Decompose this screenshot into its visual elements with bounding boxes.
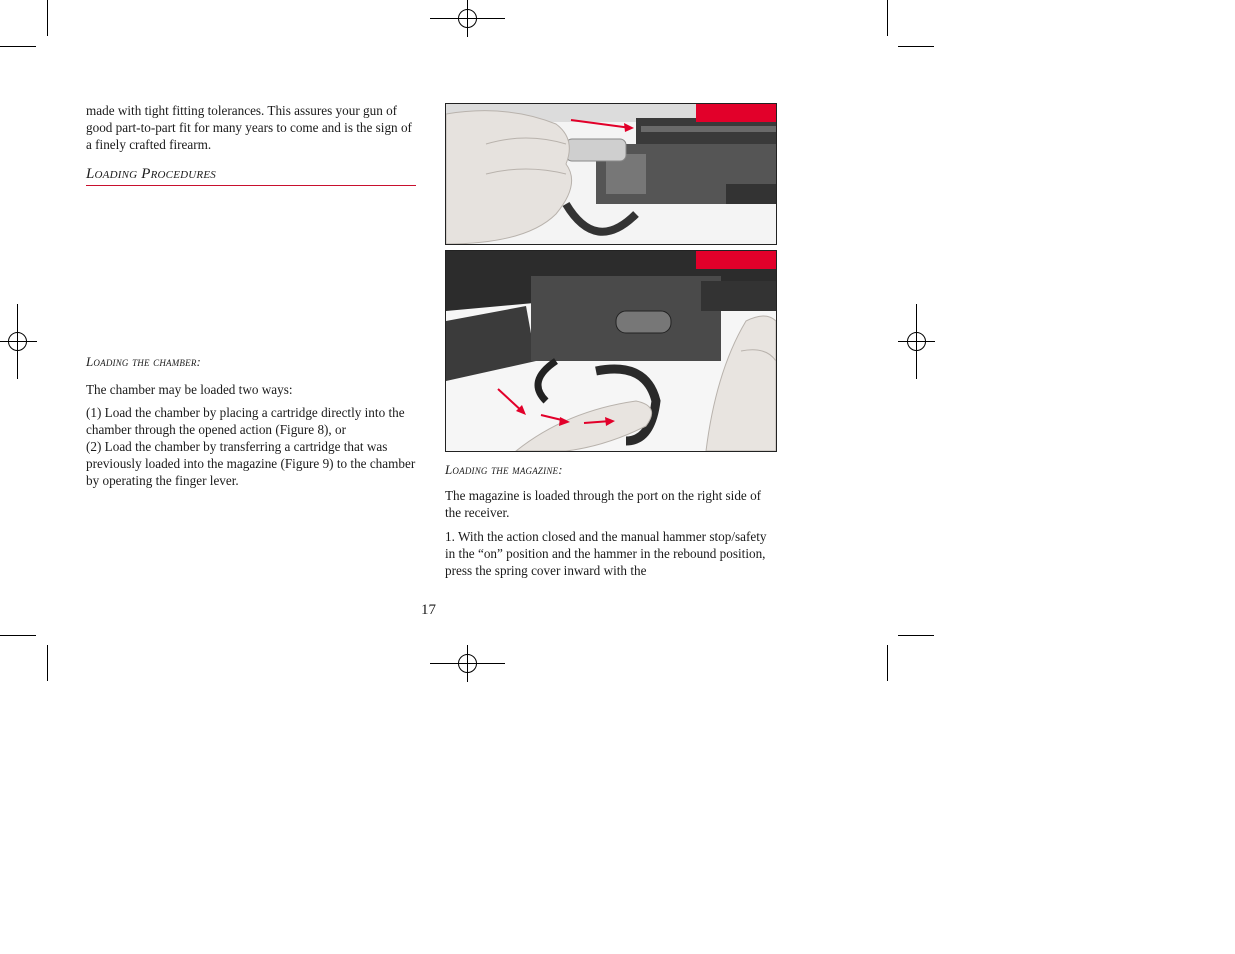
subheading-loading-chamber [86,353,416,370]
figure-8-illustration [446,104,776,244]
crop-mark-tl-h [0,46,36,47]
section-heading-text: Loading Procedures [86,166,216,182]
crop-mark-bl-h [0,635,36,636]
chamber-para-2b: (2) Load the chamber by transferring a cartridge that was previously loaded into the magazine (Figure 9) to the chamber by operating the finger lever. [86,439,416,488]
target-bottom-circle [458,654,477,673]
crop-mark-tl-v [47,0,48,36]
magazine-text-block [445,487,775,579]
chamber-text-block [86,381,416,489]
crop-mark-br-h [898,635,934,636]
figure-8-photo [445,103,777,245]
figure-9-red-tab [696,251,776,269]
crop-mark-tr-h [898,46,934,47]
figure-9-photo [445,250,777,452]
magazine-para-2: 1. With the action closed and the manual hammer stop/safety in the “on” position and the hammer in the rebound position, press the spring cover inward with the [445,529,767,578]
subheading-loading-chamber-text: Loading the chamber: [86,354,202,369]
figure-8-red-tab [696,104,776,122]
target-right-circle [907,332,926,351]
intro-paragraph [86,102,412,153]
magazine-para-1: The magazine is loaded through the port on the right side of the receiver. [445,488,762,520]
crop-mark-br-v [887,645,888,681]
target-left-circle [8,332,27,351]
chamber-para-1: The chamber may be loaded two ways: [86,382,293,397]
intro-text: made with tight fitting tolerances. This assures your gun of good part-to-part fit for many years to come and is the sign of a finely crafted firearm. [86,103,412,152]
figure-9-illustration [446,251,776,451]
crop-mark-bl-v [47,645,48,681]
section-heading [86,165,416,186]
page-number [421,602,436,619]
page-number-text: 17 [421,602,436,618]
crop-mark-tr-v [887,0,888,36]
subheading-loading-magazine-text: Loading the magazine: [445,462,563,477]
chamber-para-2a: (1) Load the chamber by placing a cartridge directly into the chamber through the opened action (Figure 8), or [86,405,405,437]
target-top-circle [458,9,477,28]
subheading-loading-magazine [445,461,775,478]
